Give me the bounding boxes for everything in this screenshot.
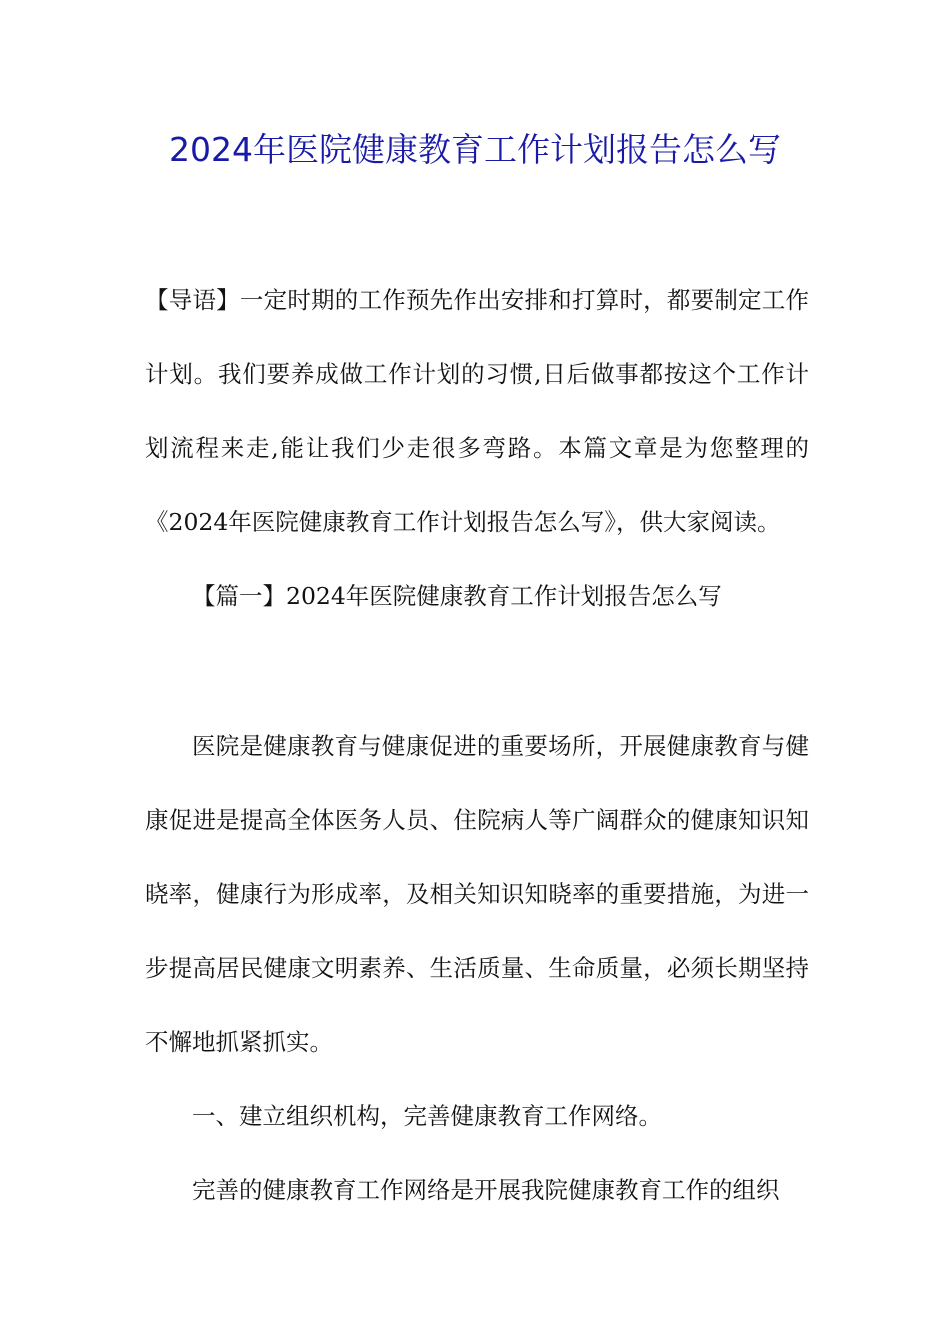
section-heading: 【篇一】2024年医院健康教育工作计划报告怎么写	[192, 582, 722, 610]
intro-paragraph: 【导语】一定时期的工作预先作出安排和打算时，都要制定工作计划。我们要养成做工作计划的习惯,日后做事都按这个工作计划流程来走,能让我们少走很多弯路。本篇文章是为您整理的《2024年医院健康教育工作计划报告怎么写》，供大家阅读。	[145, 286, 809, 536]
body-section	[145, 709, 809, 1227]
body-paragraph: 完善的健康教育工作网络是开展我院健康教育工作的组织	[192, 1176, 780, 1204]
subheading: 一、建立组织机构，完善健康教育工作网络。	[192, 1102, 662, 1130]
intro-section	[145, 263, 809, 633]
body-paragraph: 医院是健康教育与健康促进的重要场所，开展健康教育与健康促进是提高全体医务人员、住院病人等广阔群众的健康知识知晓率，健康行为形成率，及相关知识知晓率的重要措施，为进一步提高居民健康文明素养、生活质量、生命质量，必须长期坚持不懈地抓紧抓实。	[145, 732, 809, 1056]
document-title: 2024年医院健康教育工作计划报告怎么写	[169, 130, 781, 169]
